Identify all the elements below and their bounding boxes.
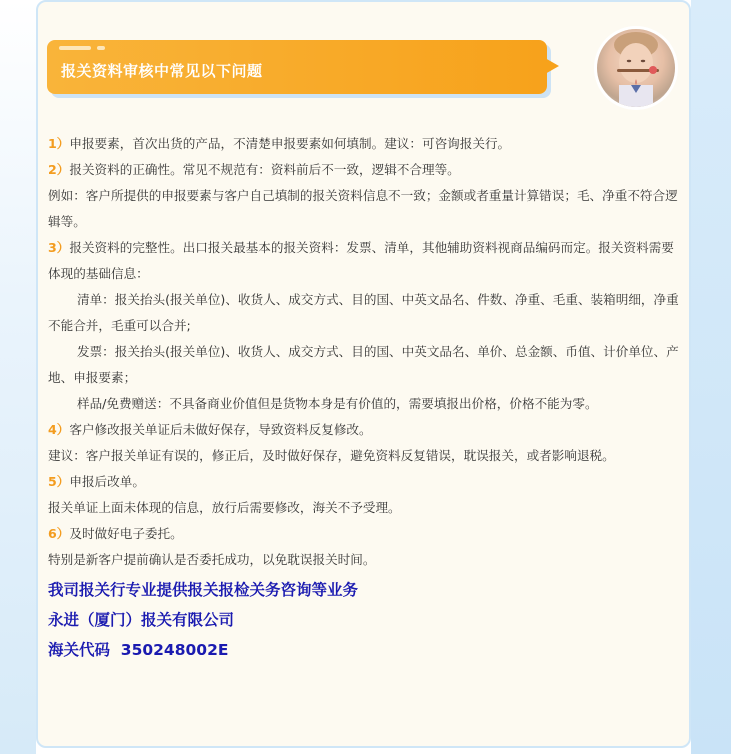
service-slogan: 我司报关行专业提供报关报检关务咨询等业务 [48,581,359,599]
item-text: 报关资料的正确性。常见不规范有：资料前后不一致，逻辑不合理等。 [69,162,460,177]
item-text: 客户修改报关单证后未做好保存，导致资料反复修改。 [69,422,372,437]
item-number: 1） [48,136,70,151]
left-background-stripe [0,0,36,754]
company-footer [48,575,682,665]
item-number: 6） [48,526,70,541]
sample-paragraph: 样品/免费赠送：不具备商业价值但是货物本身是有价值的，需要填报出价格，价格不能为零。 [76,396,598,411]
item-text: 申报后改单。 [69,474,145,489]
list-item-3 [48,235,682,287]
child-portrait-icon [594,26,678,110]
list-item-4 [48,417,682,443]
item-text: 申报要素，首次出货的产品，不清楚申报要素如何填制。建议：可咨询报关行。 [69,136,511,151]
list-item-1 [48,131,682,157]
item-number: 5） [48,474,70,489]
banner-decoration [59,46,91,50]
suggestion-paragraph: 建议：客户报关单证有误的，修正后，及时做好保存，避免资料反复错误，耽误报关，或者影响退税。 [48,448,615,463]
customs-code: 海关代码 350248002E [48,641,229,659]
list-item-6 [48,521,682,547]
banner-title: 报关资料审核中常见以下问题 [61,62,263,80]
amendment-paragraph: 报关单证上面未体现的信息，放行后需要修改，海关不予受理。 [48,500,401,515]
title-banner [47,40,547,94]
item-number: 3） [48,240,70,255]
invoice-paragraph: 发票：报关抬头(报关单位)、收货人、成交方式、目的国、中英文品名、单价、总金额、币值、计价单位、产地、申报要素； [48,344,679,385]
right-background-stripe [691,0,731,754]
issue-list [48,131,682,665]
new-client-paragraph: 特别是新客户提前确认是否委托成功，以免耽误报关时间。 [48,552,376,567]
item-number: 2） [48,162,70,177]
banner-pointer [545,58,559,74]
banner-decoration-dot [97,46,105,50]
list-item-2 [48,157,682,183]
example-paragraph: 例如：客户所提供的申报要素与客户自己填制的报关资料信息不一致；金额或者重量计算错误；毛、净重不符合逻辑等。 [48,188,678,229]
item-text: 报关资料的完整性。出口报关最基本的报关资料：发票、清单，其他辅助资料视商品编码而定。报关资料需要体现的基础信息： [48,240,674,281]
packing-list-paragraph: 清单：报关抬头(报关单位)、收货人、成交方式、目的国、中英文品名、件数、净重、毛重、装箱明细，净重不能合并，毛重可以合并; [48,292,679,333]
item-number: 4） [48,422,70,437]
list-item-5 [48,469,682,495]
company-name: 永进（厦门）报关有限公司 [48,611,235,629]
item-text: 及时做好电子委托。 [69,526,183,541]
